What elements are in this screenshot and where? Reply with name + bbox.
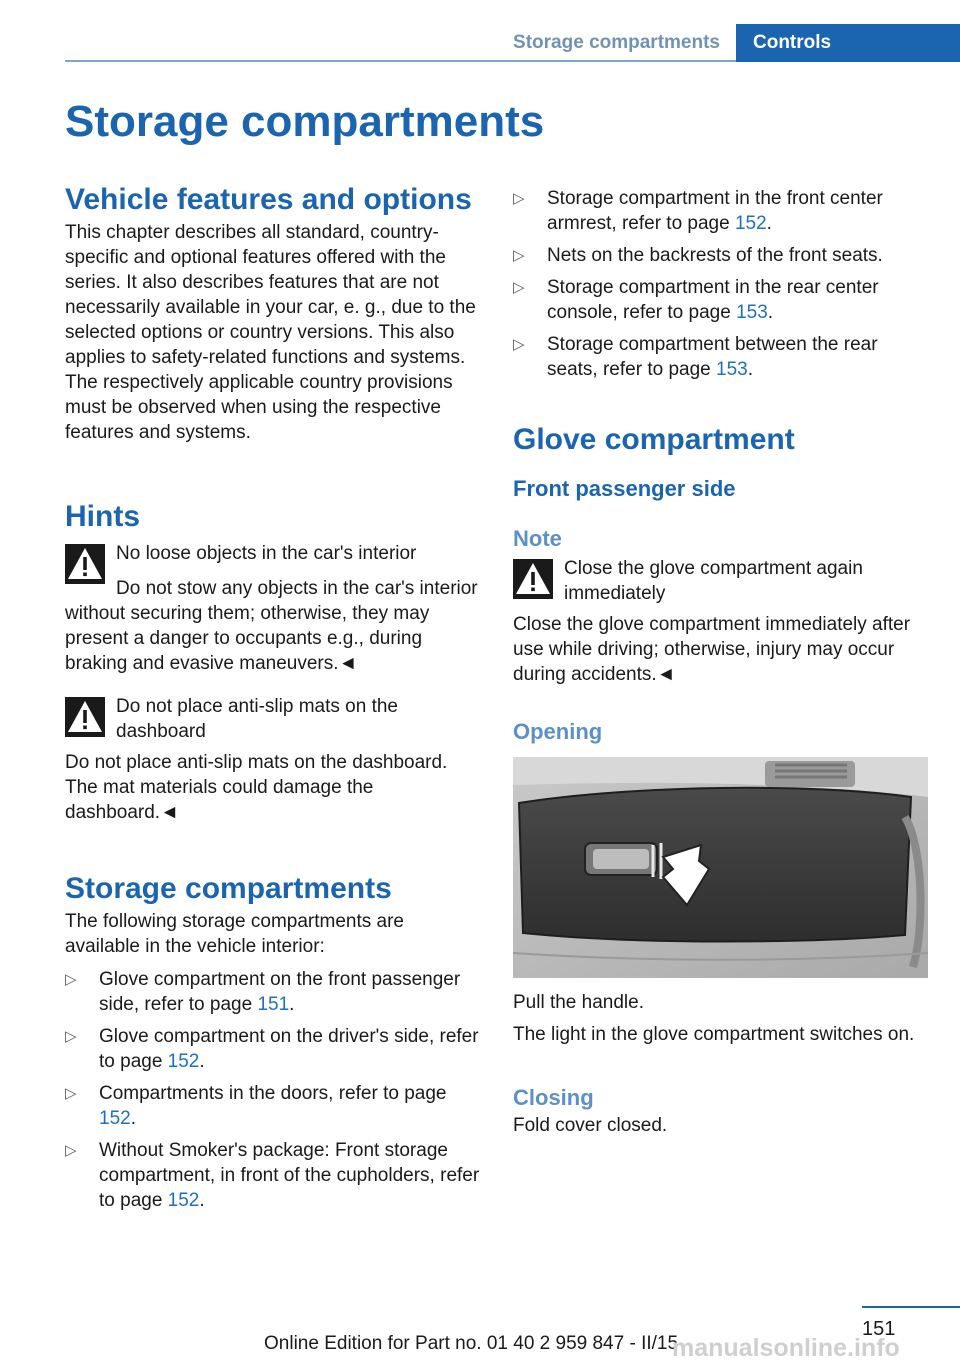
list-item-period: .	[289, 994, 295, 1015]
page-link[interactable]: 151	[257, 994, 290, 1015]
list-item-text: Storage compartment in the front center armrest, refer to page	[547, 188, 883, 234]
opening-text2: The light in the glove compartment switches on.	[513, 1024, 915, 1045]
page-header	[0, 24, 960, 62]
page-number: 151	[862, 1318, 896, 1340]
triangle-right-icon: ▷	[513, 247, 525, 264]
list-item-text: Storage compartment in the rear center console, refer to page	[547, 277, 879, 323]
triangle-right-icon: ▷	[65, 1028, 77, 1045]
closing-text: Fold cover closed.	[513, 1115, 668, 1136]
heading-opening: Opening	[513, 719, 603, 744]
warning3-title: Close the glove compartment again immediately	[564, 558, 863, 604]
warning2-text: Do not place anti-slip mats on the dashboard. The mat materials could damage the dashboard.◄	[65, 752, 448, 823]
warning-triangle-icon	[65, 697, 105, 737]
list-item	[65, 967, 483, 1017]
page-link[interactable]: 152	[99, 1108, 131, 1129]
triangle-right-icon: ▷	[513, 190, 525, 207]
page-link[interactable]: 152	[734, 213, 767, 234]
list-item-text: Nets on the backrests of the front seats.	[547, 245, 883, 266]
list-item-period: .	[767, 302, 774, 323]
list-item	[513, 186, 928, 236]
header-chapter-tab[interactable]: Controls	[736, 24, 960, 62]
storage-list-left	[65, 967, 483, 1213]
page-link[interactable]: 152	[167, 1190, 200, 1211]
page-title: Storage compartments	[65, 97, 545, 146]
warning2-title: Do not place anti-slip mats on the dashboard	[116, 696, 398, 742]
heading-glove-compartment: Glove compartment	[513, 423, 795, 456]
heading-hints: Hints	[65, 500, 140, 533]
triangle-right-icon: ▷	[65, 1142, 77, 1159]
left-column	[65, 180, 483, 1220]
list-item-period: .	[130, 1108, 136, 1129]
warning-triangle-icon	[513, 559, 553, 599]
warning-close-glove-compartment	[513, 556, 928, 606]
warning1-title: No loose objects in the car's interior	[116, 543, 417, 564]
warning1-text-content: Do not stow any objects in the car's interior without securing them; otherwise, they may present a danger to occupants e.g., during braking and evasive maneuvers.◄	[65, 578, 478, 674]
page-link[interactable]: 153	[716, 359, 748, 380]
right-column	[513, 186, 928, 1138]
storage-intro: The following storage compartments are available in the vehicle interior:	[65, 911, 404, 957]
heading-vehicle-features: Vehicle features and options	[65, 183, 472, 216]
storage-list-right	[513, 186, 928, 382]
warning3-text: Close the glove compartment immediately after use while driving; otherwise, injury may occur during accidents.◄	[513, 614, 911, 685]
list-item	[65, 1024, 483, 1074]
list-item	[513, 243, 928, 268]
triangle-right-icon: ▷	[513, 336, 525, 353]
heading-closing: Closing	[513, 1085, 594, 1110]
list-item	[513, 275, 928, 325]
triangle-right-icon: ▷	[65, 1085, 77, 1102]
list-item-text: Glove compartment on the driver's side, refer to page	[99, 1026, 479, 1072]
heading-note: Note	[513, 526, 562, 551]
list-item	[65, 1081, 483, 1131]
list-item	[513, 332, 928, 382]
warning1-text	[65, 576, 483, 676]
list-item-period: .	[747, 359, 753, 380]
vehicle-features-text: This chapter describes all standard, country-specific and optional features offered with the series. It also describes features that are not necessarily available in your car, e. g., due to the selected options or country versions. This also applies to safety-related functions and systems. The respectively applicable country provisions must be observed when using the respective features and systems.	[65, 222, 476, 443]
list-item-text: Compartments in the doors, refer to page	[99, 1083, 447, 1104]
opening-text1: Pull the handle.	[513, 992, 644, 1013]
list-item-text: Storage compartment between the rear seats, refer to page	[547, 334, 878, 380]
list-item	[65, 1138, 483, 1213]
header-section-title: Storage compartments	[513, 32, 720, 53]
triangle-right-icon: ▷	[513, 279, 525, 296]
list-item-period: .	[199, 1190, 205, 1211]
page-link[interactable]: 152	[167, 1051, 200, 1072]
triangle-right-icon: ▷	[65, 971, 77, 988]
footer-divider	[862, 1306, 960, 1308]
footer-edition: Online Edition for Part no. 01 40 2 959 847 - II/15	[264, 1333, 679, 1354]
warning-anti-slip-mats	[65, 694, 483, 744]
list-item-period: .	[199, 1051, 205, 1072]
glove-compartment-photo	[513, 757, 928, 978]
header-divider	[65, 60, 736, 62]
list-item-text: Glove compartment on the front passenger side, refer to page	[99, 969, 461, 1015]
watermark: manualsonline.info	[672, 1334, 900, 1362]
page-link[interactable]: 153	[736, 302, 768, 323]
list-item-period: .	[766, 213, 772, 234]
heading-front-passenger-side: Front passenger side	[513, 476, 736, 501]
heading-storage-compartments: Storage compartments	[65, 872, 392, 905]
list-item-text: Without Smoker's package: Front storage compartment, in front of the cupholders, refer to page	[99, 1140, 480, 1211]
